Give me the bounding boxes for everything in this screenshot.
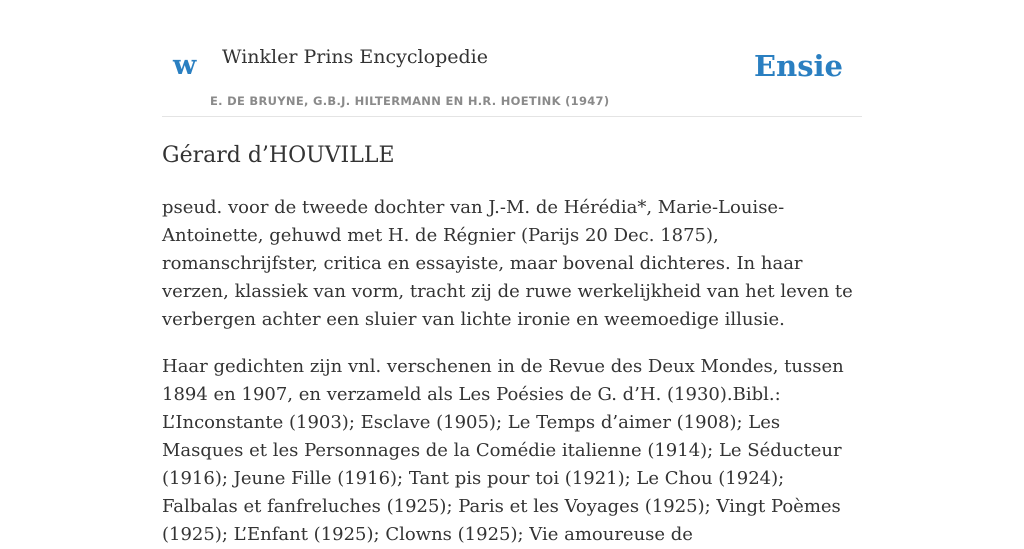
site-title: Winkler Prins Encyclopedie xyxy=(222,46,488,68)
site-subtitle: E. DE BRUYNE, G.B.J. HILTERMANN EN H.R. HOETINK (1947) xyxy=(210,94,610,108)
article-body xyxy=(162,194,862,549)
page xyxy=(162,0,862,549)
ensie-brand-logo[interactable]: Ensie xyxy=(754,49,843,83)
site-header xyxy=(162,0,862,117)
article-paragraph: pseud. voor de tweede dochter van J.-M. de Hérédia*, Marie-Louise-Antoinette, gehuwd met H. de Régnier (Parijs 20 Dec. 1875), romanschrijfster, critica en essayiste, maar bovenal dichteres. In haar verzen, klassiek van vorm, tracht zij de ruwe werkelijkheid van het leven te verbergen achter een sluier van lichte ironie en weemoedige illusie. xyxy=(162,196,853,330)
winkler-prins-logo[interactable]: w xyxy=(173,50,197,81)
article-title: Gérard d’HOUVILLE xyxy=(162,143,395,168)
article-paragraph: Haar gedichten zijn vnl. verschenen in de Revue des Deux Mondes, tussen 1894 en 1907, en verzameld als Les Poésies de G. d’H. (1930).Bibl.: L’Inconstante (1903); Esclave (1905); Le Temps d’aimer (1908); Les Masques et les Personnages de la Comédie italienne (1914); Le Séducteur (1916); Jeune Fille (1916); Tant pis pour toi (1921); Le Chou (1924); Falbalas et fanfreluches (1925); Paris et les Voyages (1925); Vingt Poèmes (1925); L’Enfant (1925); Clowns (1925); Vie amoureuse de xyxy=(162,355,844,545)
